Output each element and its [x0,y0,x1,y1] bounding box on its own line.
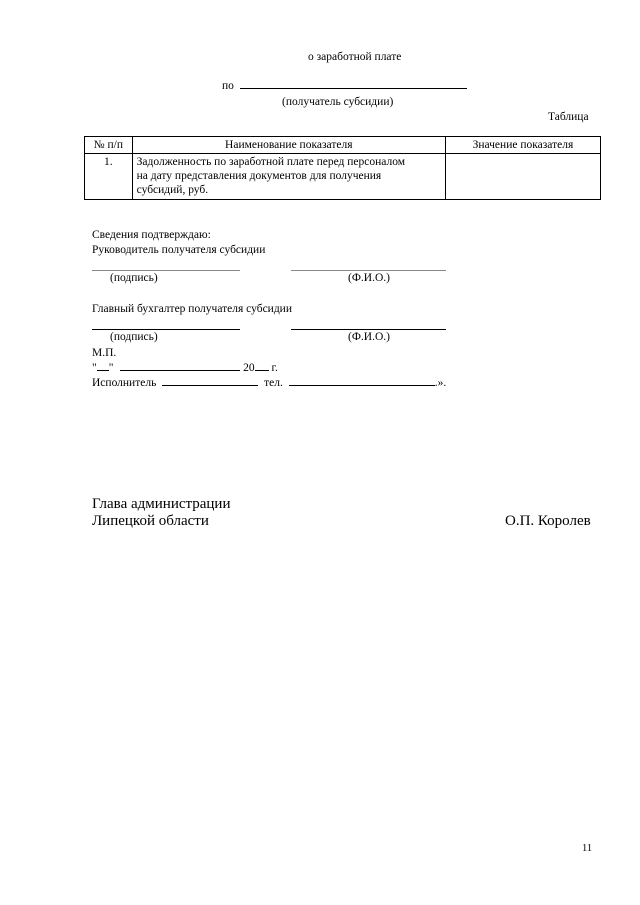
recipient-row [222,80,467,92]
executor-row [92,377,446,389]
row-name-line: Задолженность по заработной плате перед персоналом [136,156,406,168]
date-year-suffix: г. [271,362,278,374]
header-name: Наименование показателя [132,137,445,154]
phone-label: тел. [264,377,283,389]
accountant-label: Главный бухгалтер получателя субсидии [92,303,292,315]
head-signature-line [92,270,240,271]
accountant-fio-line [291,329,446,330]
date-quote-open: " [92,362,97,374]
recipient-caption: (получатель субсидии) [282,96,394,108]
table-header-row [85,137,601,154]
signer-title-line2: Липецкой области [92,513,209,529]
date-month-blank [120,370,240,371]
accountant-fio-caption: (Ф.И.О.) [348,331,390,343]
row-value [445,154,600,200]
signer-name: О.П. Королев [505,513,591,529]
head-label: Руководитель получателя субсидии [92,244,266,256]
accountant-signature-line [92,329,240,330]
table-label: Таблица [548,111,589,123]
po-label: по [222,80,234,92]
confirm-text: Сведения подтверждаю: [92,229,211,241]
signer-title-line1: Глава администрации [92,496,231,512]
row-name-line: на дату представления документов для получения [136,170,382,182]
row-name [132,154,445,200]
seal-mark: М.П. [92,347,117,359]
closing-mark: .». [434,377,447,389]
indicator-table [84,136,601,200]
date-day-blank [97,370,109,371]
head-signature-caption: (подпись) [110,272,158,284]
executor-label: Исполнитель [92,377,157,389]
header-value: Значение показателя [445,137,600,154]
row-name-line: субсидий, руб. [136,184,209,196]
date-year-blank [255,370,269,371]
accountant-signature-caption: (подпись) [110,331,158,343]
date-quote-close: " [108,362,114,374]
document-subtitle: о заработной плате [308,51,402,63]
recipient-blank [240,88,467,89]
executor-blank [162,385,258,386]
row-number: 1. [85,154,133,200]
page-number: 11 [582,843,593,854]
head-fio-line [291,270,446,271]
date-year-prefix: 20 [243,362,255,374]
head-fio-caption: (Ф.И.О.) [348,272,390,284]
table-row [85,154,601,200]
phone-blank [289,385,435,386]
date-row [92,362,278,374]
header-number: № п/п [85,137,133,154]
